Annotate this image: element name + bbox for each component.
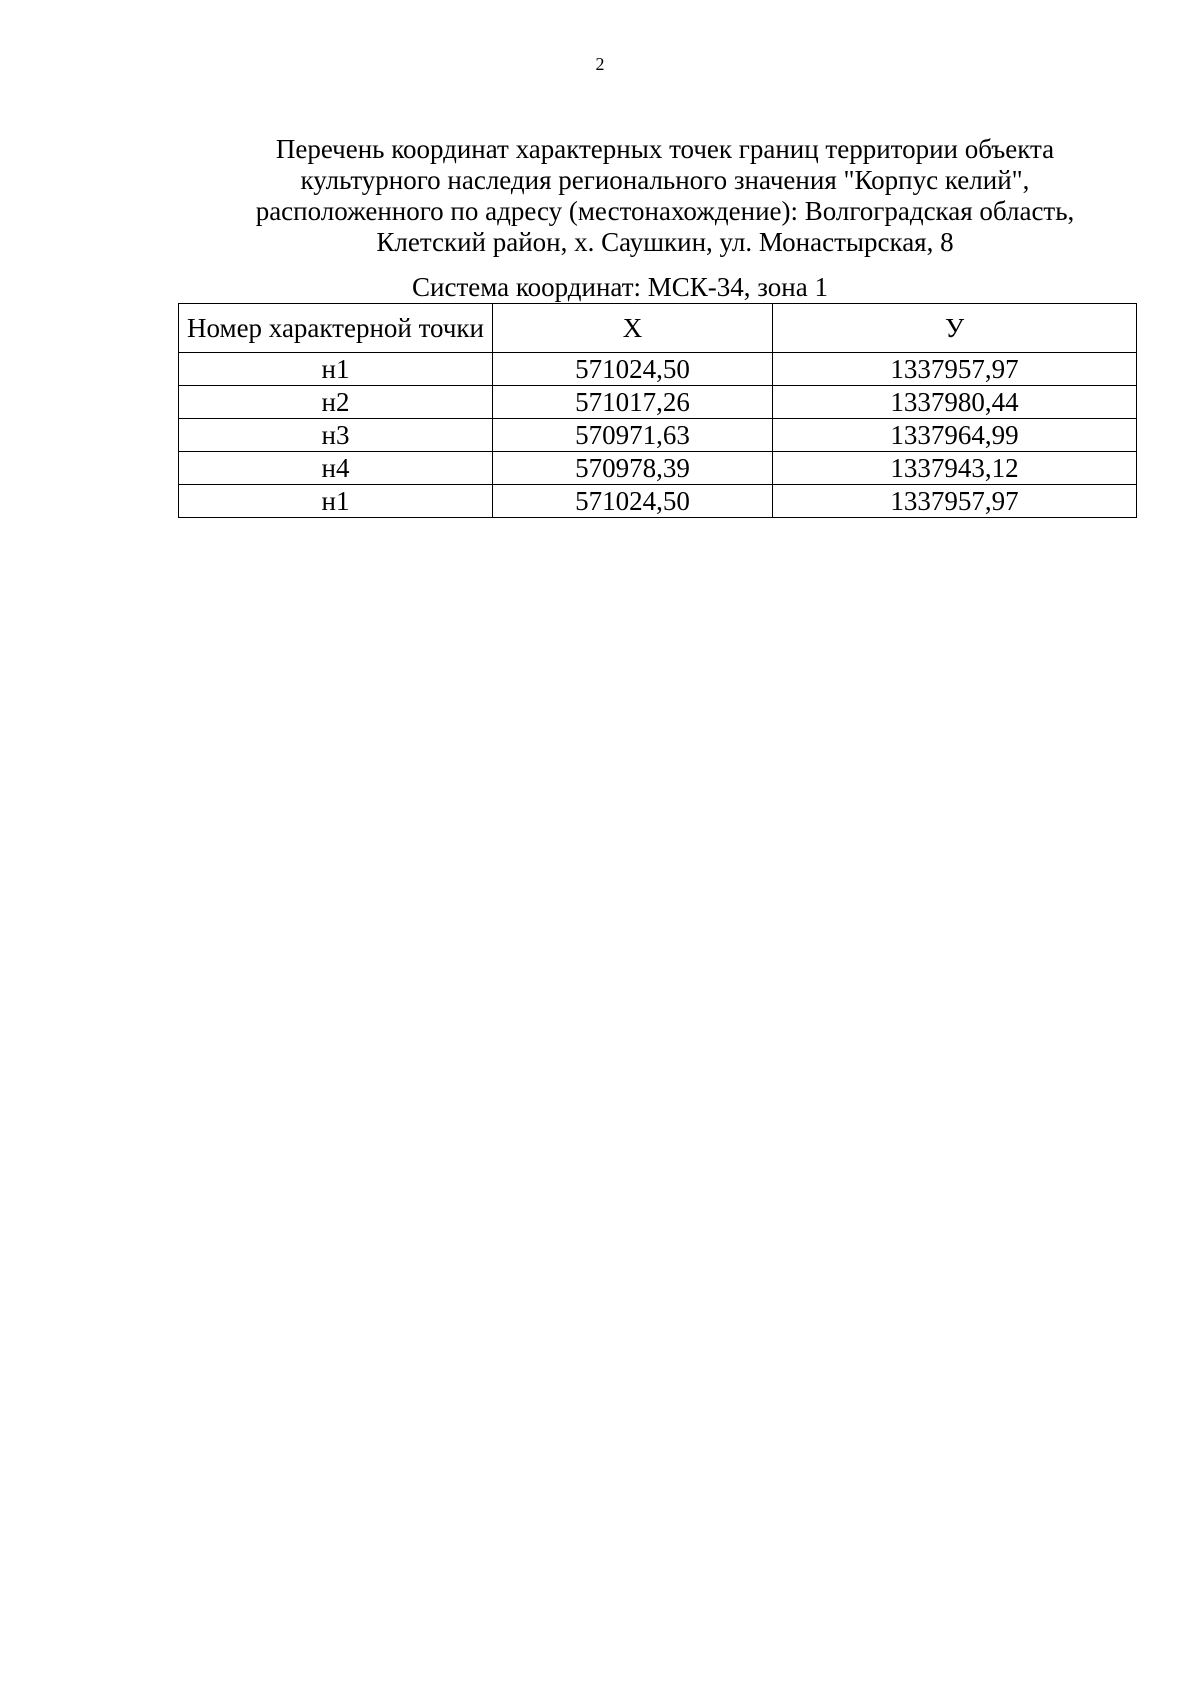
cell-y: 1337943,12: [773, 452, 1137, 485]
header-x: X: [493, 304, 773, 353]
table-row: [179, 485, 1137, 518]
cell-y: 1337980,44: [773, 386, 1137, 419]
coordinate-system-caption: Система координат: МСК-34, зона 1: [412, 272, 828, 302]
table-row: [179, 353, 1137, 386]
coordinates-table: [178, 303, 1137, 518]
header-y: У: [773, 304, 1137, 353]
cell-x: 570978,39: [493, 452, 773, 485]
cell-point: н1: [179, 485, 493, 518]
title-line: Перечень координат характерных точек границ территории объекта: [275, 134, 1055, 164]
cell-y: 1337957,97: [773, 485, 1137, 518]
cell-x: 571024,50: [493, 353, 773, 386]
title-line: расположенного по адресу (местонахождение): Волгоградская область,: [255, 196, 1075, 226]
document-title: [160, 134, 1170, 258]
header-point-number: Номер характерной точки: [179, 304, 493, 353]
title-line: культурного наследия регионального значения "Корпус келий",: [300, 165, 1030, 195]
cell-x: 570971,63: [493, 419, 773, 452]
table-row: [179, 386, 1137, 419]
table-header-row: [179, 304, 1137, 353]
cell-x: 571024,50: [493, 485, 773, 518]
cell-y: 1337957,97: [773, 353, 1137, 386]
cell-y: 1337964,99: [773, 419, 1137, 452]
cell-point: н3: [179, 419, 493, 452]
cell-point: н2: [179, 386, 493, 419]
cell-x: 571017,26: [493, 386, 773, 419]
page-number: 2: [595, 54, 605, 74]
title-line: Клетский район, х. Саушкин, ул. Монастырская, 8: [376, 227, 954, 257]
table-row: [179, 419, 1137, 452]
cell-point: н4: [179, 452, 493, 485]
cell-point: н1: [179, 353, 493, 386]
table-row: [179, 452, 1137, 485]
